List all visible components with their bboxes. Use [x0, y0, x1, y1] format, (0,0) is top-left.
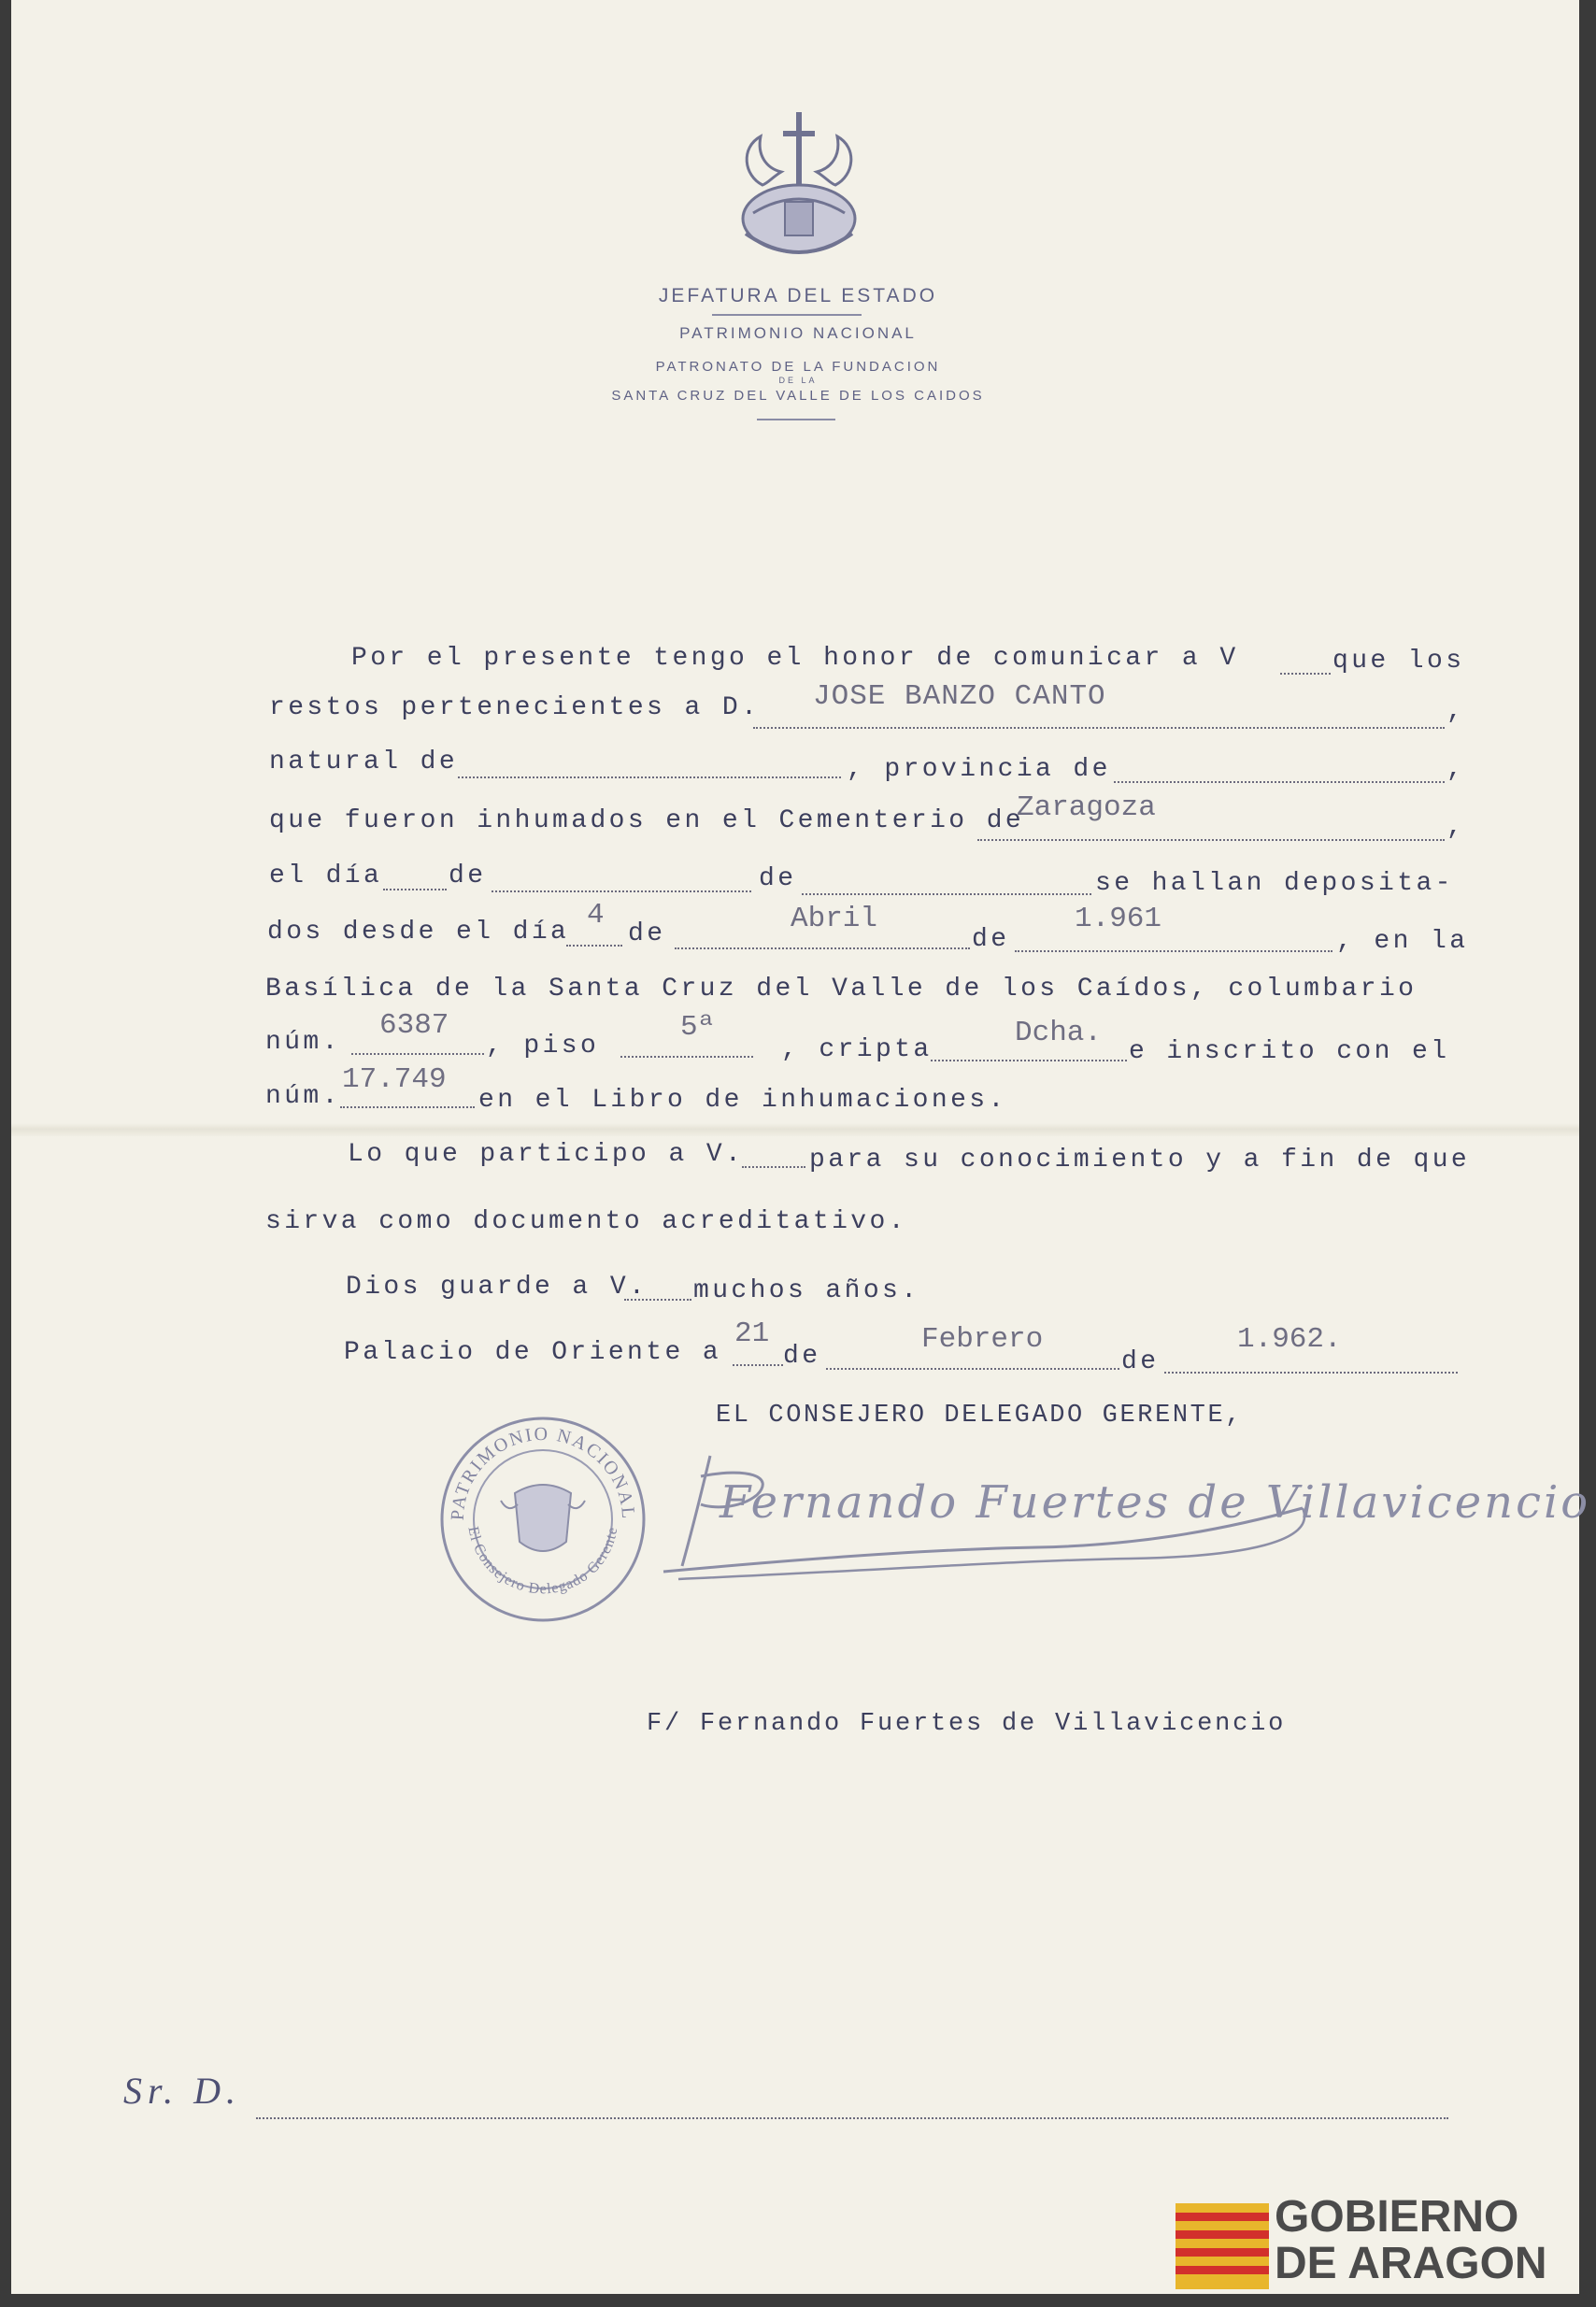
line-8-cripta: , cripta	[781, 1035, 933, 1064]
line-5-de-2: de	[759, 864, 797, 893]
blank-month	[492, 890, 751, 892]
blank-piso	[620, 1056, 753, 1058]
line-2-text: restos pertenecientes a D.	[269, 693, 761, 722]
line-1-text: Por el presente tengo el honor de comunicar a V	[351, 644, 1239, 673]
comma: ,	[1446, 697, 1466, 726]
blank-dep-day	[566, 945, 622, 947]
blank-date-year	[1164, 1372, 1458, 1374]
line-6-de-2: de	[972, 925, 1010, 954]
field-piso: 5ª	[680, 1011, 716, 1044]
header-divider	[712, 314, 862, 316]
blank-v-3	[624, 1299, 691, 1301]
blank-province	[1114, 781, 1445, 783]
blank-year	[802, 893, 1091, 895]
blank-v-2	[742, 1166, 805, 1168]
signed-name: F/ Fernando Fuertes de Villavicencio	[647, 1710, 1287, 1738]
blank-date-month	[826, 1368, 1119, 1370]
seal-stamp	[435, 1411, 650, 1628]
seal-text-bottom: El Consejero Delegado Gerente	[464, 1525, 621, 1598]
line-6-end: , en la	[1336, 927, 1469, 956]
field-cripta: Dcha.	[1015, 1017, 1103, 1049]
header-line-5: SANTA CRUZ DEL VALLE DE LOS CAIDOS	[611, 388, 985, 404]
line-12-end: muchos años.	[693, 1276, 920, 1305]
line-3-province: , provincia de	[847, 755, 1111, 784]
header-title: JEFATURA DEL ESTADO	[658, 285, 938, 306]
blank-date-day	[733, 1364, 783, 1366]
addressee-label: Sr. D.	[123, 2070, 242, 2112]
line-8-piso: , piso	[486, 1032, 600, 1061]
line-4-text: que fueron inhumados en el Cementerio de	[269, 806, 1025, 835]
field-year: 1.961	[1075, 903, 1162, 935]
field-date-month: Febrero	[921, 1323, 1044, 1356]
blank-v	[1280, 673, 1331, 675]
blank-day	[383, 889, 447, 890]
blank-name	[753, 727, 1445, 729]
comma: ,	[1446, 755, 1466, 784]
line-1-end: que los	[1332, 647, 1465, 676]
line-8-num: núm.	[265, 1028, 341, 1057]
blank-natural	[458, 776, 841, 778]
field-date-year: 1.962.	[1237, 1323, 1342, 1356]
line-13-de-1: de	[783, 1342, 821, 1371]
field-columbario: 6387	[379, 1009, 449, 1042]
logo-line-2: DE ARAGON	[1275, 2239, 1547, 2288]
header-divider-bottom	[757, 419, 835, 420]
line-5-label: el día	[269, 862, 383, 890]
line-6-de-1: de	[628, 919, 666, 948]
comma: ,	[1446, 813, 1466, 842]
line-13-text: Palacio de Oriente a	[344, 1338, 722, 1367]
blank-columbario	[351, 1053, 484, 1055]
logo-line-1: GOBIERNO	[1275, 2192, 1519, 2242]
line-13-de-2: de	[1121, 1347, 1160, 1376]
gobierno-aragon-logo	[1275, 2194, 1547, 2287]
header-subtitle: PATRIMONIO NACIONAL	[679, 324, 917, 342]
line-10-text: Lo que participo a V.	[348, 1140, 745, 1169]
line-7-text: Basílica de la Santa Cruz del Valle de los Caídos, columbario	[265, 975, 1418, 1004]
line-5-de-1: de	[449, 862, 487, 890]
line-3-label: natural de	[269, 748, 459, 776]
emblem-icon	[725, 110, 875, 269]
line-9-num: núm.	[265, 1082, 341, 1111]
field-month: Abril	[791, 903, 878, 935]
blank-cemetery	[977, 839, 1445, 841]
line-10-end: para su conocimiento y a fin de que	[809, 1146, 1471, 1175]
field-cemetery: Zaragoza	[1017, 791, 1156, 824]
blank-cripta	[931, 1060, 1127, 1061]
blank-dep-month	[675, 947, 970, 949]
handwritten-signature	[645, 1439, 1591, 1588]
signature-text: Fernando Fuertes de Villavicencio	[720, 1476, 1591, 1529]
seal-eagle-icon	[515, 1485, 571, 1551]
line-8-end: e inscrito con el	[1129, 1037, 1450, 1066]
aragon-flag-icon	[1176, 2203, 1269, 2289]
header-line-4: DE LA	[778, 376, 818, 385]
line-12-text: Dios guarde a V.	[346, 1273, 648, 1302]
field-name: JOSE BANZO CANTO	[813, 680, 1106, 713]
signatory-title: EL CONSEJERO DELEGADO GERENTE,	[716, 1402, 1244, 1430]
addressee-line	[256, 2117, 1448, 2119]
field-date-day: 21	[734, 1317, 770, 1350]
line-5-end: se hallan deposita-	[1095, 869, 1454, 898]
line-11-text: sirva como documento acreditativo.	[265, 1207, 907, 1236]
header-line-3: PATRONATO DE LA FUNDACION	[655, 359, 941, 375]
line-9-end: en el Libro de inhumaciones.	[478, 1086, 1007, 1115]
blank-registro	[340, 1106, 475, 1108]
field-registro: 17.749	[342, 1063, 447, 1096]
blank-dep-year	[1015, 950, 1332, 952]
paper-fold	[11, 1123, 1579, 1136]
line-6-label: dos desde el día	[267, 918, 570, 947]
field-day: 4	[587, 899, 605, 932]
seal-text-top: PATRIMONIO NACIONAL	[447, 1423, 639, 1521]
